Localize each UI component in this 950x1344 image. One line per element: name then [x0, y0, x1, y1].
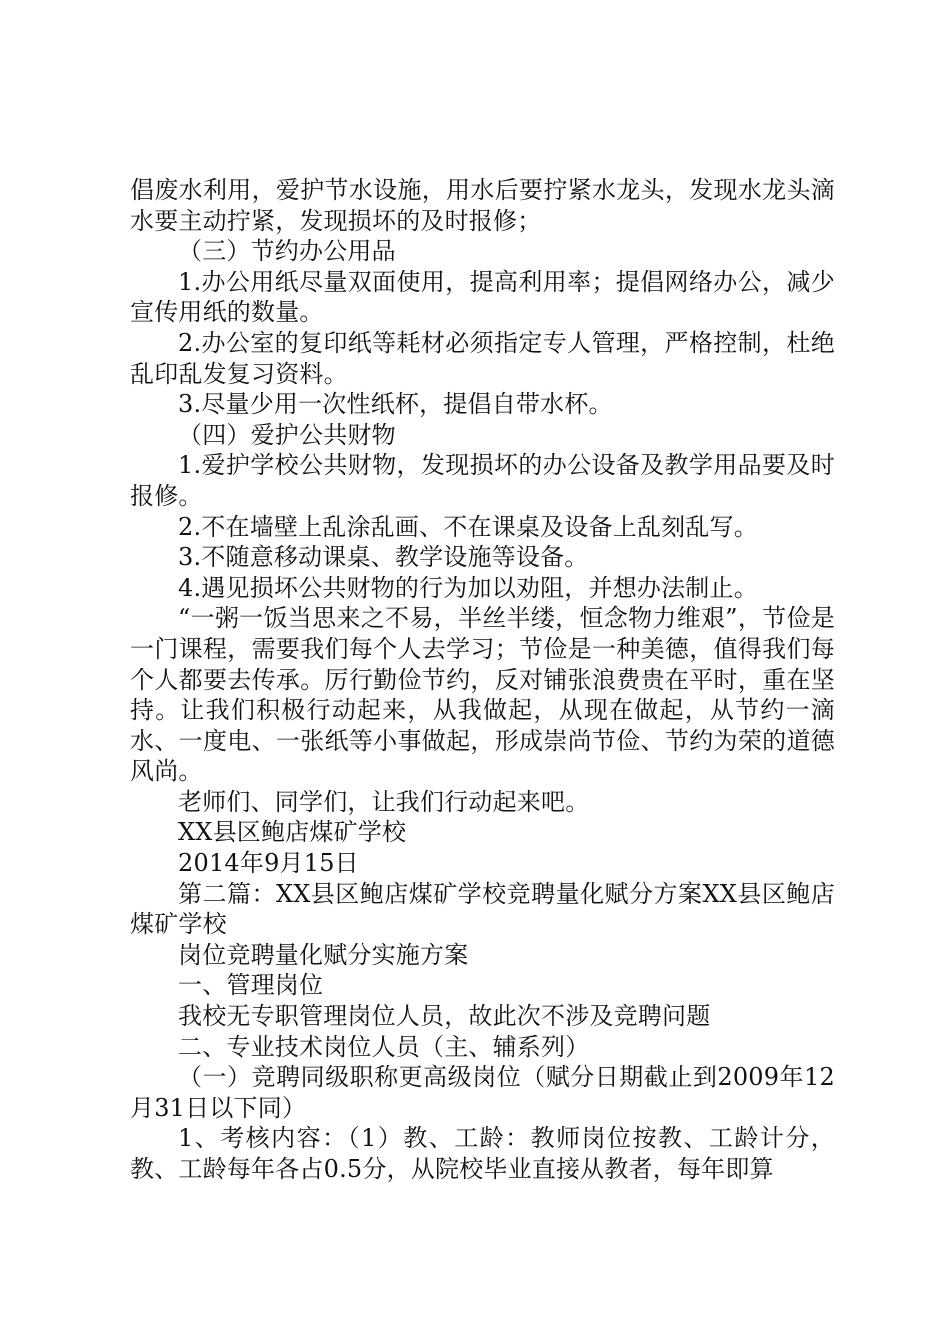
- list-item-no-graffiti: 2.不在墙壁上乱涂乱画、不在课桌及设备上乱刻乱写。: [178, 512, 758, 541]
- document-body: [130, 175, 835, 1185]
- list-item-paper-cups: 3.尽量少用一次性纸杯，提倡自带水杯。: [178, 390, 613, 419]
- subheading-same-level-competition: （一）竞聘同级职称更高级岗位（赋分日期截止到2009年12月31日以下同）: [130, 1063, 835, 1122]
- heading-save-office-supplies: （三）节约办公用品: [178, 237, 396, 266]
- section-subtitle-plan: 岗位竞聘量化赋分实施方案: [178, 940, 469, 969]
- heading-protect-public-property: （四）爱护公共财物: [178, 420, 396, 449]
- signature-date: 2014年9月15日: [178, 849, 359, 878]
- paragraph-water-saving-continued: 倡废水利用，爱护节水设施，用水后要拧紧水龙头，发现水龙头滴水要主动拧紧，发现损坏的及时报修；: [130, 176, 835, 235]
- list-item-office-paper: 1.办公用纸尽量双面使用，提高利用率；提倡网络办公，减少宣传用纸的数量。: [130, 267, 835, 327]
- heading-management-posts: 一、管理岗位: [178, 971, 324, 1000]
- heading-technical-posts: 二、专业技术岗位人员（主、辅系列）: [178, 1032, 590, 1061]
- paragraph-thrift-appeal: “一粥一饭当思来之不易，半丝半缕，恒念物力维艰”，节俭是一门课程，需要我们每个人去学习；节俭是一种美德，值得我们每个人都要去传承。厉行勤俭节约，反对铺张浪费贵在平时，重在坚持。让我们积极行动起来，从我做起，从现在做起，从节约一滴水、一度电、一张纸等小事做起，形成崇尚节俭、节约为荣的道德风尚。: [130, 604, 835, 786]
- paragraph-assessment-content: 1、考核内容：（1）教、工龄：教师岗位按教、工龄计分，教、工龄每年各占0.5分，从院校毕业直接从教者，每年即算: [130, 1124, 835, 1183]
- paragraph-call-to-action: 老师们、同学们，让我们行动起来吧。: [178, 787, 590, 816]
- list-item-stop-damage: 4.遇见损坏公共财物的行为加以劝阻，并想办法制止。: [178, 573, 758, 602]
- section-title-second-article: 第二篇：XX县区鲍店煤矿学校竞聘量化赋分方案XX县区鲍店煤矿学校: [130, 879, 835, 939]
- list-item-no-moving-desks: 3.不随意移动课桌、教学设施等设备。: [178, 543, 589, 572]
- list-item-report-damage: 1.爱护学校公共财物，发现损坏的办公设备及教学用品要及时报修。: [130, 451, 835, 510]
- paragraph-no-management-posts: 我校无专职管理岗位人员，故此次不涉及竞聘问题: [178, 1002, 711, 1031]
- list-item-copy-paper: 2.办公室的复印纸等耗材必须指定专人管理，严格控制，杜绝乱印乱发复习资料。: [130, 328, 835, 388]
- signature-school-name: XX县区鲍店煤矿学校: [178, 818, 407, 847]
